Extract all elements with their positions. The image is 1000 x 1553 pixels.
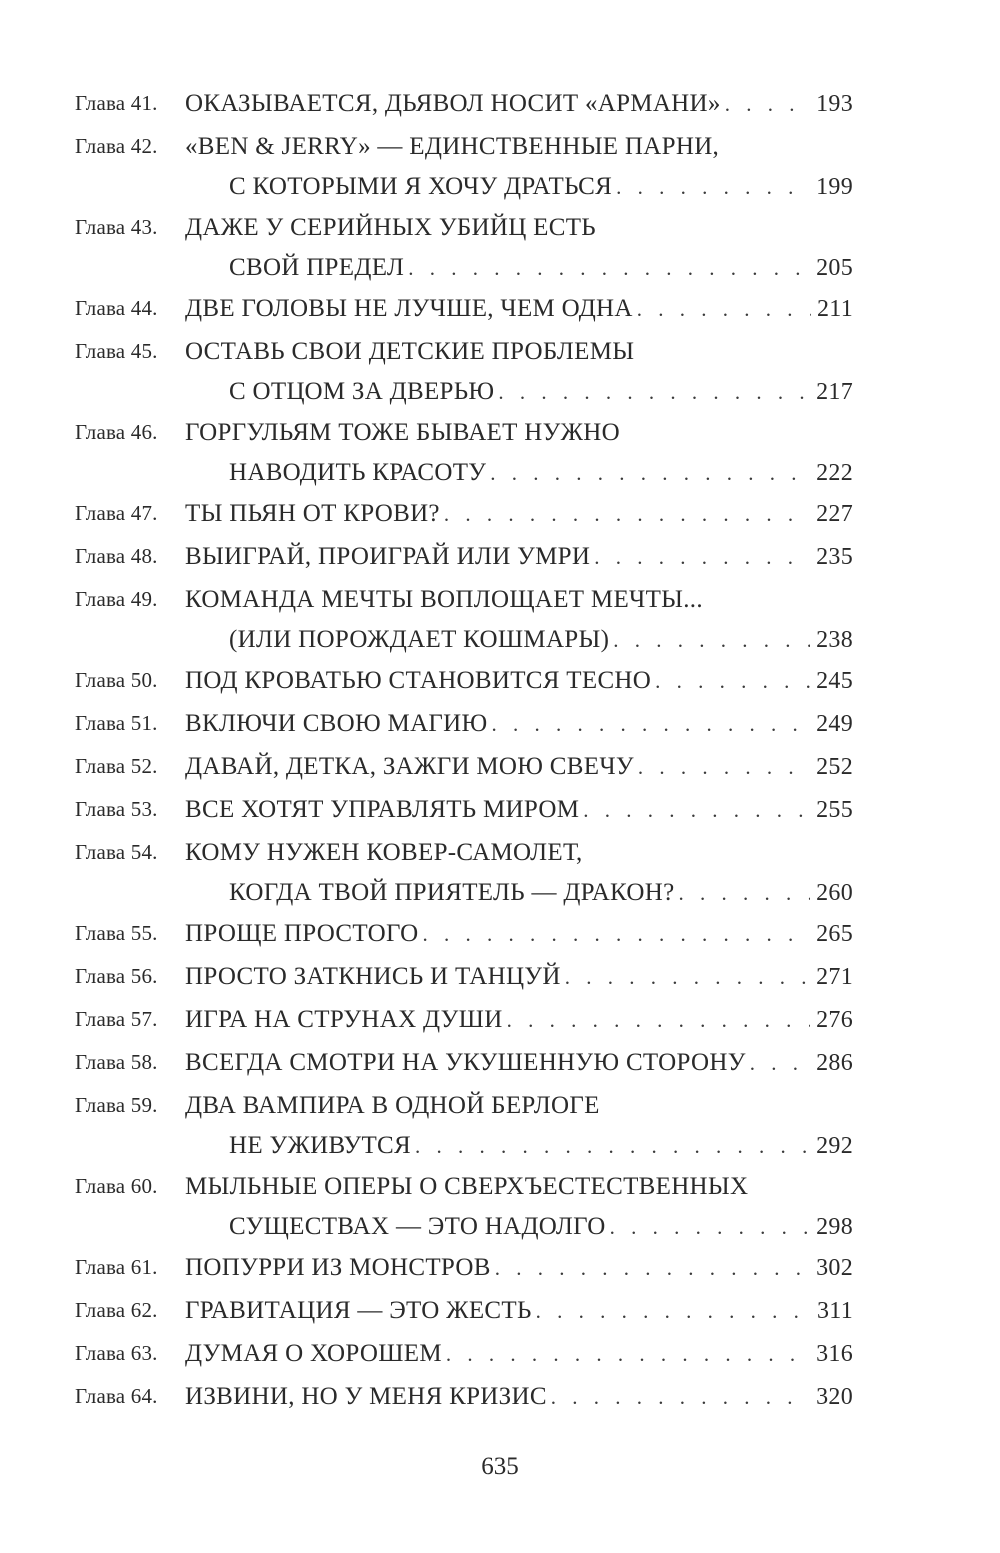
chapter-label: Глава 56.	[75, 964, 158, 988]
chapter-title-text: ВЫИГРАЙ, ПРОИГРАЙ ИЛИ УМРИ	[185, 543, 591, 570]
chapter-title-block	[185, 788, 853, 831]
chapter-label: Глава 64.	[75, 1384, 158, 1408]
chapter-label: Глава 62.	[75, 1298, 158, 1322]
chapter-page-number: 211	[816, 296, 853, 322]
toc-entry	[75, 1084, 853, 1165]
chapter-label: Глава 60.	[75, 1174, 158, 1198]
chapter-title-line	[185, 454, 853, 492]
chapter-title-line	[185, 535, 853, 578]
chapter-title-line	[185, 831, 853, 874]
toc-entry	[75, 1041, 853, 1084]
dot-leader	[583, 789, 810, 832]
chapter-title-text: ПРОСТО ЗАТКНИСЬ И ТАНЦУЙ	[185, 963, 561, 990]
dot-leader	[446, 1333, 810, 1376]
chapter-title-text: ДАЖЕ У СЕРИЙНЫХ УБИЙЦ ЕСТЬ	[185, 214, 596, 241]
chapter-page-number: 222	[816, 460, 853, 486]
chapter-page-number: 320	[816, 1384, 853, 1410]
chapter-title-text: ПРОЩЕ ПРОСТОГО	[185, 920, 419, 947]
dot-leader	[637, 288, 811, 331]
chapter-page-number: 316	[816, 1341, 853, 1367]
chapter-page-number: 311	[816, 1298, 853, 1324]
chapter-title-line	[185, 1165, 853, 1208]
dot-leader	[638, 746, 810, 789]
toc-entry	[75, 831, 853, 912]
chapter-title-line	[185, 330, 853, 373]
chapter-label: Глава 59.	[75, 1093, 158, 1117]
dot-leader	[679, 874, 811, 912]
chapter-title-block	[185, 1332, 853, 1375]
dot-leader	[616, 168, 810, 206]
chapter-title-text: ДУМАЯ О ХОРОШЕМ	[185, 1340, 442, 1367]
chapter-title-block	[185, 1246, 853, 1289]
chapter-title-block	[185, 1041, 853, 1084]
chapter-title-block	[185, 659, 853, 702]
chapter-title-block	[185, 206, 853, 287]
toc-entry	[75, 955, 853, 998]
chapter-label: Глава 45.	[75, 339, 158, 363]
dot-leader	[415, 1127, 810, 1165]
chapter-title-text: СУЩЕСТВАХ — ЭТО НАДОЛГО	[229, 1213, 606, 1240]
chapter-title-line	[185, 788, 853, 831]
dot-leader	[536, 1290, 811, 1333]
chapter-title-line	[185, 998, 853, 1041]
chapter-label: Глава 49.	[75, 587, 158, 611]
chapter-title-text: ПОД КРОВАТЬЮ СТАНОВИТСЯ ТЕСНО	[185, 667, 652, 694]
chapter-title-text: ОКАЗЫВАЕТСЯ, ДЬЯВОЛ НОСИТ «АРМАНИ»	[185, 90, 721, 117]
dot-leader	[613, 621, 810, 659]
chapter-page-number: 249	[816, 711, 853, 737]
chapter-title-block	[185, 411, 853, 492]
dot-leader	[565, 956, 810, 999]
chapter-title-text: ПОПУРРИ ИЗ МОНСТРОВ	[185, 1254, 491, 1281]
chapter-page-number: 245	[816, 668, 853, 694]
chapter-title-line	[185, 411, 853, 454]
chapter-page-number: 298	[816, 1214, 853, 1240]
chapter-title-line	[185, 206, 853, 249]
chapter-title-text: НАВОДИТЬ КРАСОТУ	[229, 459, 487, 486]
chapter-title-line	[185, 955, 853, 998]
chapter-title-text: ТЫ ПЬЯН ОТ КРОВИ?	[185, 500, 440, 527]
chapter-title-line	[185, 1332, 853, 1375]
chapter-title-text: ДВА ВАМПИРА В ОДНОЙ БЕРЛОГЕ	[185, 1092, 600, 1119]
dot-leader	[507, 999, 811, 1042]
toc-entry	[75, 492, 853, 535]
toc-entry	[75, 330, 853, 411]
toc-entry	[75, 1375, 853, 1418]
chapter-title-block	[185, 125, 853, 206]
table-of-contents	[75, 82, 853, 1418]
chapter-page-number: 238	[816, 627, 853, 653]
chapter-title-text: ИГРА НА СТРУНАХ ДУШИ	[185, 1006, 503, 1033]
chapter-title-text: (ИЛИ ПОРОЖДАЕТ КОШМАРЫ)	[229, 626, 610, 653]
chapter-title-text: МЫЛЬНЫЕ ОПЕРЫ О СВЕРХЪЕСТЕСТВЕННЫХ	[185, 1173, 749, 1200]
chapter-title-text: «BEN & JERRY» — ЕДИНСТВЕННЫЕ ПАРНИ,	[185, 133, 720, 160]
chapter-title-line	[185, 82, 853, 125]
chapter-page-number: 271	[816, 964, 853, 990]
chapter-title-text: КОМАНДА МЕЧТЫ ВОПЛОЩАЕТ МЕЧТЫ...	[185, 586, 703, 613]
chapter-title-text: ВСЕГДА СМОТРИ НА УКУШЕННУЮ СТОРОНУ	[185, 1049, 746, 1076]
chapter-page-number: 199	[816, 174, 853, 200]
chapter-label: Глава 48.	[75, 544, 158, 568]
toc-entry	[75, 287, 853, 330]
chapter-title-text: ГОРГУЛЬЯМ ТОЖЕ БЫВАЕТ НУЖНО	[185, 419, 621, 446]
dot-leader	[408, 249, 810, 287]
chapter-title-block	[185, 955, 853, 998]
chapter-page-number: 292	[816, 1133, 853, 1159]
chapter-title-text: НЕ УЖИВУТСЯ	[229, 1132, 411, 1159]
chapter-label: Глава 41.	[75, 91, 158, 115]
chapter-title-line	[185, 702, 853, 745]
chapter-label: Глава 53.	[75, 797, 158, 821]
chapter-title-text: КОГДА ТВОЙ ПРИЯТЕЛЬ — ДРАКОН?	[229, 879, 675, 906]
chapter-title-line	[185, 492, 853, 535]
chapter-title-line	[185, 912, 853, 955]
dot-leader	[495, 1247, 810, 1290]
chapter-title-line	[185, 578, 853, 621]
chapter-label: Глава 43.	[75, 215, 158, 239]
toc-entry	[75, 745, 853, 788]
chapter-title-block	[185, 82, 853, 125]
chapter-title-line	[185, 249, 853, 287]
dot-leader	[655, 660, 810, 703]
toc-entry	[75, 702, 853, 745]
toc-entry	[75, 1332, 853, 1375]
chapter-title-block	[185, 535, 853, 578]
dot-leader	[725, 83, 810, 126]
chapter-title-line	[185, 745, 853, 788]
chapter-title-block	[185, 702, 853, 745]
chapter-title-text: ВСЕ ХОТЯТ УПРАВЛЯТЬ МИРОМ	[185, 796, 580, 823]
chapter-label: Глава 42.	[75, 134, 158, 158]
chapter-title-text: С ОТЦОМ ЗА ДВЕРЬЮ	[229, 378, 495, 405]
chapter-label: Глава 63.	[75, 1341, 158, 1365]
toc-entry	[75, 125, 853, 206]
chapter-title-block	[185, 1375, 853, 1418]
toc-entry	[75, 411, 853, 492]
chapter-title-line	[185, 287, 853, 330]
chapter-title-line	[185, 1246, 853, 1289]
chapter-label: Глава 61.	[75, 1255, 158, 1279]
chapter-title-line	[185, 1041, 853, 1084]
chapter-title-line	[185, 1375, 853, 1418]
chapter-title-block	[185, 998, 853, 1041]
chapter-title-text: С КОТОРЫМИ Я ХОЧУ ДРАТЬСЯ	[229, 173, 613, 200]
toc-entry	[75, 535, 853, 578]
chapter-page-number: 235	[816, 544, 853, 570]
chapter-label: Глава 58.	[75, 1050, 158, 1074]
chapter-title-line	[185, 1084, 853, 1127]
toc-entry	[75, 998, 853, 1041]
chapter-label: Глава 47.	[75, 501, 158, 525]
toc-entry	[75, 1165, 853, 1246]
chapter-title-text: ГРАВИТАЦИЯ — ЭТО ЖЕСТЬ	[185, 1297, 532, 1324]
chapter-page-number: 252	[816, 754, 853, 780]
chapter-page-number: 217	[816, 379, 853, 405]
chapter-label: Глава 51.	[75, 711, 158, 735]
chapter-label: Глава 57.	[75, 1007, 158, 1031]
chapter-label: Глава 50.	[75, 668, 158, 692]
chapter-title-line	[185, 659, 853, 702]
chapter-title-text: ДАВАЙ, ДЕТКА, ЗАЖГИ МОЮ СВЕЧУ	[185, 753, 634, 780]
chapter-page-number: 205	[816, 255, 853, 281]
chapter-title-line	[185, 1208, 853, 1246]
chapter-title-block	[185, 1289, 853, 1332]
chapter-label: Глава 55.	[75, 921, 158, 945]
chapter-title-line	[185, 373, 853, 411]
toc-entry	[75, 788, 853, 831]
toc-entry	[75, 1246, 853, 1289]
dot-leader	[750, 1042, 810, 1085]
chapter-title-line	[185, 874, 853, 912]
chapter-page-number: 302	[816, 1255, 853, 1281]
chapter-page-number: 276	[816, 1007, 853, 1033]
chapter-title-text: ВКЛЮЧИ СВОЮ МАГИЮ	[185, 710, 488, 737]
dot-leader	[498, 373, 810, 411]
toc-entry	[75, 578, 853, 659]
chapter-label: Глава 46.	[75, 420, 158, 444]
chapter-title-text: ДВЕ ГОЛОВЫ НЕ ЛУЧШЕ, ЧЕМ ОДНА	[185, 295, 633, 322]
chapter-title-line	[185, 168, 853, 206]
chapter-page-number: 227	[816, 501, 853, 527]
toc-entry	[75, 1289, 853, 1332]
toc-entry	[75, 206, 853, 287]
dot-leader	[551, 1376, 810, 1419]
dot-leader	[444, 493, 810, 536]
chapter-title-text: СВОЙ ПРЕДЕЛ	[229, 254, 405, 281]
chapter-title-line	[185, 125, 853, 168]
chapter-label: Глава 52.	[75, 754, 158, 778]
chapter-title-block	[185, 492, 853, 535]
dot-leader	[490, 454, 810, 492]
chapter-page-number: 260	[816, 880, 853, 906]
dot-leader	[610, 1208, 810, 1246]
toc-entry	[75, 659, 853, 702]
page-number: 635	[481, 1453, 519, 1480]
chapter-title-block	[185, 578, 853, 659]
chapter-page-number: 193	[816, 91, 853, 117]
chapter-page-number: 286	[816, 1050, 853, 1076]
chapter-title-block	[185, 330, 853, 411]
chapter-title-line	[185, 1127, 853, 1165]
chapter-label: Глава 44.	[75, 296, 158, 320]
chapter-page-number: 265	[816, 921, 853, 947]
dot-leader	[422, 913, 810, 956]
chapter-title-block	[185, 831, 853, 912]
chapter-page-number: 255	[816, 797, 853, 823]
chapter-title-block	[185, 1165, 853, 1246]
chapter-title-block	[185, 745, 853, 788]
dot-leader	[594, 536, 810, 579]
chapter-title-text: ОСТАВЬ СВОИ ДЕТСКИЕ ПРОБЛЕМЫ	[185, 338, 635, 365]
chapter-title-line	[185, 1289, 853, 1332]
chapter-label: Глава 54.	[75, 840, 158, 864]
toc-entry	[75, 912, 853, 955]
chapter-title-block	[185, 287, 853, 330]
chapter-title-block	[185, 912, 853, 955]
chapter-title-line	[185, 621, 853, 659]
chapter-title-block	[185, 1084, 853, 1165]
dot-leader	[492, 703, 811, 746]
toc-entry	[75, 82, 853, 125]
chapter-title-text: КОМУ НУЖЕН КОВЕР-САМОЛЕТ,	[185, 839, 583, 866]
chapter-title-text: ИЗВИНИ, НО У МЕНЯ КРИЗИС	[185, 1383, 547, 1410]
